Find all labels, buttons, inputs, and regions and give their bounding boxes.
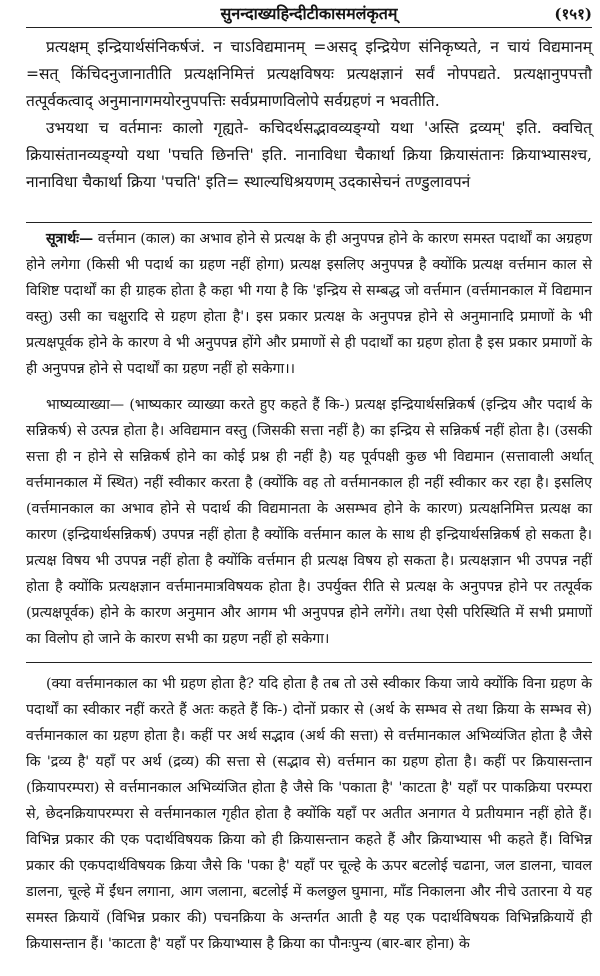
sanskrit-paragraph-2: उभयथा च वर्तमानः कालो गृह्यते- कचिदर्थसद्भावव्यङ्ग्यो यथा 'अस्ति द्रव्यम्' इति. क्वचित् क्रियासंतानव्यङ्ग्यो यथा 'पचति छिनत्ति' इति. नानाविधा चैकार्था क्रिया क्रियासंतानः क्रियाभ्यासश्च, नानाविधा चैकार्था क्रिया 'पचति' इति= स्थाल्यधिश्रयणम् उदकासेचनं तण्डुलावपनं bbox=[26, 119, 592, 191]
sanskrit-paragraph-1: प्रत्यक्षम् इन्द्रियार्थसंनिकर्षजं. न चाऽविद्यमानम् =असद् इन्द्रियेण संनिकृष्यते, न चायं विद्यमानम् =सत् किंचिदनुजानातीति प्रत्यक्षनिमित्तं प्रत्यक्षविषयः प्रत्यक्षज्ञानं सर्वं नोपपद्यते. प्रत्यक्षानुपपत्तौ तत्पूर्वकत्वाद् अनुमानागमयोरनुपपत्तिः सर्वप्रमाणविलोपे सर्वग्रहणं न भवतीति. bbox=[26, 38, 592, 110]
sanskrit-commentary bbox=[26, 34, 592, 196]
page-number: (१५१) bbox=[554, 5, 592, 23]
running-title: सुनन्दाख्यहिन्दीटीकासमलंकृतम् bbox=[220, 4, 398, 23]
header-rule bbox=[26, 27, 592, 28]
page-header bbox=[26, 4, 592, 24]
bhashya-label: भाष्यव्याख्या— bbox=[46, 397, 125, 413]
paragraph-divider bbox=[26, 662, 592, 663]
sutrartha-label: सूत्रार्थः— bbox=[46, 231, 94, 247]
bhashya-paragraph bbox=[26, 392, 592, 652]
bhashya-text: (भाष्यकार व्याख्या करते हुए कहते हैं कि-) प्रत्यक्ष इन्द्रियार्थसन्निकर्ष (इन्द्रिय और पदार्थ के सन्निकर्ष) से उत्पन्न होता है। अविद्यमान वस्तु (जिसकी सत्ता नहीं है) का इन्द्रिय से सन्निकर्ष नहीं होता है। (उसकी सत्ता ही न होने से सन्निकर्ष होने का कोई प्रश्न ही नहीं है) यह पूर्वपक्षी कुछ भी विद्यमान (सत्तावाली अर्थात् वर्त्तमानकाल में स्थित) नहीं स्वीकार करता है (क्योंकि वह तो वर्त्तमानकाल ही नहीं स्वीकार कर रहा है। इसलिए (वर्त्तमानकाल का अभाव होने से पदार्थ की विद्यमानता के असम्भव होने के कारण) प्रत्यक्षनिमित्त प्रत्यक्ष का कारण (इन्द्रियार्थसन्निकर्ष) उपपन्न नहीं होता है क्योंकि वर्त्तमान काल के साथ ही इन्द्रियार्थसन्निकर्ष हो सकता है। प्रत्यक्ष विषय भी उपपन्न नहीं होता है क्योंकि वर्त्तमान ही प्रत्यक्ष विषय हो सकता है। प्रत्यक्षज्ञान भी उपपन्न नहीं होता है क्योंकि प्रत्यक्षज्ञान वर्त्तमानमात्रविषयक होता है। उपर्युक्त रीति से प्रत्यक्ष के अनुपपन्न होने पर तत्पूर्वक (प्रत्यक्षपूर्वक) होने के कारण अनुमान और आगम भी अनुपपन्न होने लगेंगे। तथा ऐसी परिस्थिति में सभी प्रमाणों का विलोप हो जाने के कारण सभी का ग्रहण नहीं हो सकेगा। bbox=[26, 397, 592, 647]
sutrartha-text: वर्त्तमान (काल) का अभाव होने से प्रत्यक्ष के ही अनुपपन्न होने के कारण समस्त पदार्थों का अग्रहण होने लगेगा (किसी भी पदार्थ का ग्रहण नहीं होगा) प्रत्यक्ष इसलिए अनुपपन्न है क्योंकि प्रत्यक्ष वर्त्तमान काल से विशिष्ट पदार्थों का ही ग्राहक होता है कहा भी गया है कि 'इन्द्रिय से सम्बद्ध जो वर्त्तमान (वर्त्तमानकाल में विद्यमान वस्तु) उसी का चक्षुरादि से ग्रहण होता है'। इस प्रकार प्रत्यक्ष के अनुपपन्न होने से अनुमानादि प्रमाणों के भी प्रत्यक्षपूर्वक होने के कारण वे भी अनुपपन्न होंगे और प्रमाणों से ही पदार्थों का ग्रहण होता है इस प्रकार प्रमाणों के ही अनुपपन्न होने से पदार्थों का ग्रहण नहीं हो सकेगा।। bbox=[26, 231, 592, 377]
hindi-commentary bbox=[26, 226, 592, 965]
sutrartha-paragraph bbox=[26, 226, 592, 382]
hindi-paragraph-3: (क्या वर्त्तमानकाल का भी ग्रहण होता है? यदि होता है तब तो उसे स्वीकार किया जाये क्योंकि विना ग्रहण के पदार्थों का स्वीकार नहीं करते हैं अतः कहते हैं कि-) दोनों प्रकार से (अर्थ के सम्भव से तथा क्रिया के सम्भव से) वर्त्तमानकाल का ग्रहण होता है। कहीं पर अर्थ सद्भाव (अर्थ की सत्ता) से वर्त्तमानकाल अभिव्यंजित होता है जैसे कि 'द्रव्य है' यहाँ पर अर्थ (द्रव्य) की सत्ता से (सद्भाव से) वर्त्तमान का ग्रहण होता है। कहीं पर क्रियासन्तान (क्रियापरम्परा) से वर्त्तमानकाल अभिव्यंजित होता है जैसे कि 'पकाता है' 'काटता है' यहाँ पर पाकक्रिया परम्परा से, छेदनक्रियापरम्परा से वर्त्तमानकाल गृहीत होता है क्योंकि यहाँ पर अतीत अनागत ये प्रतीयमान नहीं होते हैं। विभिन्न प्रकार की एक पदार्थविषयक क्रिया को ही क्रियासन्तान कहते हैं और क्रियाभ्यास भी कहते हैं। विभिन्न प्रकार की एकपदार्थविषयक क्रिया जैसे कि 'पका है' यहाँ पर चूल्हे के ऊपर बटलोई चढाना, जल डालना, चावल डालना, चूल्हे में ईंधन लगाना, आग जलाना, बटलोई में कलछुल घुमाना, माँड निकालना और नीचे उतारना ये यह समस्त क्रियायें (विभिन्न प्रकार की) पचनक्रिया के अन्तर्गत आती है यह एक पदार्थविषयक विभिन्नक्रियायें ही क्रियासन्तान हैं। 'काटता है' यहाँ पर क्रियाभ्यास है क्रिया का पौनःपुन्य (बार-बार होना) के bbox=[26, 676, 592, 952]
section-divider bbox=[26, 222, 592, 223]
